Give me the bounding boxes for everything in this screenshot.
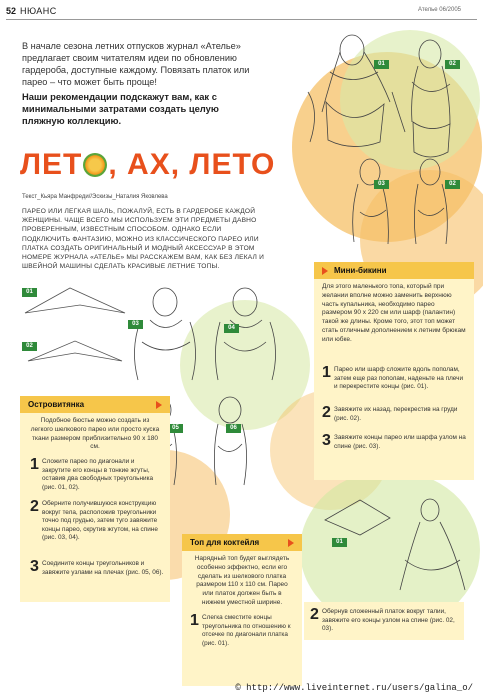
step-number: 3 [30,558,39,575]
illustration-bottom-right [320,490,470,610]
intro-bold-text: Наши рекомендации подскажут вам, как с минимальными затратами создать целую пляжную коллекцию. [22,91,219,126]
title-part1: ЛЕТ [20,148,83,181]
panel-top-cocktail-step2 [304,602,464,640]
step-text: Оберните получившуюся конструкцию вокруг тела, расположив треугольники точно под грудью, затем туго завяжите концы парео, скрутив жгутом, на спине (рис. 03, 04). [42,500,158,542]
page-number: 52 [6,6,17,16]
section-title: НЮАНС [20,6,57,16]
step-number: 2 [30,498,39,515]
fold-tag-01: 01 [22,288,37,297]
step-number: 2 [322,404,331,421]
panel-top-cocktail-title: Топ для коктейля [190,538,260,547]
step-number: 2 [310,606,319,623]
arrow-right-icon [156,401,162,409]
arrow-right-icon [322,267,328,275]
figure-tag-02-top: 02 [445,60,460,69]
panel-mini-bikini-title: Мини-бикини [334,266,387,275]
panel-mini-bikini-heading [314,262,474,279]
figure-tag-05: 05 [168,424,183,433]
intro-text: В начале сезона летних отпусков журнал «Ателье» предлагает своим читателям идеи по обновлению гардероба, доступные каждому. Повязать платок или парео – что может быть проще! [22,41,250,87]
body-text: ПАРЕО ИЛИ ЛЕГКАЯ ШАЛЬ, ПОЖАЛУЙ, ЕСТЬ В ГАРДЕРОБЕ КАЖДОЙ ЖЕНЩИНЫ. ЧАЩЕ ВСЕГО МЫ ИСПОЛЬЗУЕМ ЭТИ ПРЕДМЕТЫ ДАВНО ПРОВЕРЕННЫМ, ИЗВЕСТНЫМ СПОСОБОМ. ОДНАКО ЕСЛИ ПОДКЛЮЧИТЬ ФАНТАЗИЮ, МОЖНО ИЗ КЛАССИЧЕСКОГО ПАРЕО ИЛИ ПЛАТКА СОЗДАТЬ ОРИГИНАЛЬНЫЙ И МОДНЫЙ АКСЕССУАР В ЭТОМ НОМЕРЕ ЖУРНАЛА «АТЕЛЬЕ» МЫ РАССКАЖЕМ ВАМ, КАК БЕЗ ЛЕКАЛ И ШВЕЙНОЙ МАШИНЫ СДЕЛАТЬ КРАСИВЫЕ ЛЕТНИЕ ТОПЫ. [22,208,265,271]
figure-tag-06: 06 [226,424,241,433]
ostrovityanka-step-1 [30,458,164,494]
title-part2: , АХ, ЛЕТО [108,148,276,181]
step-number: 3 [322,432,331,449]
arrow-right-icon [288,539,294,547]
step-text: Завяжите концы парео или шарфа узлом на спине (рис. 03). [334,434,466,450]
header-divider [6,19,477,20]
step-number: 1 [322,364,331,381]
figure-tag-01-bottom: 01 [332,538,347,547]
panel-ostrovityanka-heading [20,396,170,413]
step-number: 1 [190,612,199,629]
panel-mini-bikini [314,262,474,480]
mini-bikini-step-1 [322,366,468,398]
step-number: 1 [30,456,39,473]
panel-top-cocktail [182,534,302,686]
figure-tag-04-mid: 04 [224,324,239,333]
panel-ostrovityanka [20,396,170,602]
step-text: Обернув сложенный платок вокруг талии, завяжите его концы узлом на спине (рис. 02, 03). [322,608,455,633]
figure-tag-03-top: 03 [374,180,389,189]
figure-tag-02-mid: 02 [445,180,460,189]
sun-icon [83,153,107,177]
top-cocktail-step-2 [310,608,460,636]
mini-bikini-step-3 [322,434,468,458]
panel-top-cocktail-text: Нарядный топ будет выглядеть особенно эффектно, если его сделать из шелкового платка размером 110 х 110 см. Парео или платок должен быть в нижнем уместной ширине. [194,555,290,606]
step-text: Соедините концы треугольников и завяжите узлами на плечах (рис. 05, 06). [42,560,164,576]
mini-bikini-step-2 [322,406,468,430]
panel-mini-bikini-text: Для этого маленького топа, который при желании вполне можно заменить верхнюю часть купальника, необходимо парео размером 90 х 220 см или шарф (палантин) такой же длины. Кроме того, этот топ может стать отличным дополнением к летним брюкам или юбке. [322,283,466,343]
figure-tag-03-mid: 03 [128,320,143,329]
issue-label: Ателье 06/2005 [417,7,461,13]
panel-top-cocktail-heading [182,534,302,551]
illustration-top-figures [300,22,475,262]
step-text: Слегка сместите концы треугольника по отношению к отсечке по диагонали платка (рис. 01). [202,614,291,647]
page-title [20,148,275,182]
step-text: Сложите парео по диагонали и закрутите его концы в тонкие жгуты, оставив два свободных треугольника (рис. 01, 02). [42,458,154,491]
footer-url[interactable]: © http://www.liveinternet.ru/users/galina_o/ [235,683,473,693]
figure-tag-01-top: 01 [374,60,389,69]
ostrovityanka-step-3 [30,560,164,592]
fold-tag-02: 02 [22,342,37,351]
step-text: Парео или шарф сложите вдоль пополам, затем еще раз пополам, наденьте на плечи и перекрестите концы (рис. 01). [334,366,464,391]
step-text: Завяжите их назад, перекрестив на груди (рис. 02). [334,406,458,422]
byline: Текст_Кьяра Манфреди//Эскизы_Наталия Яковлева [22,194,168,200]
panel-ostrovityanka-text: Подобное бюстье можно создать из легкого шелкового парео или просто куска ткани размером приблизительно 90 х 180 см. [30,417,160,451]
panel-ostrovityanka-title: Островитянка [28,400,85,409]
ostrovityanka-step-2 [30,500,164,552]
top-cocktail-step-1 [190,614,298,664]
